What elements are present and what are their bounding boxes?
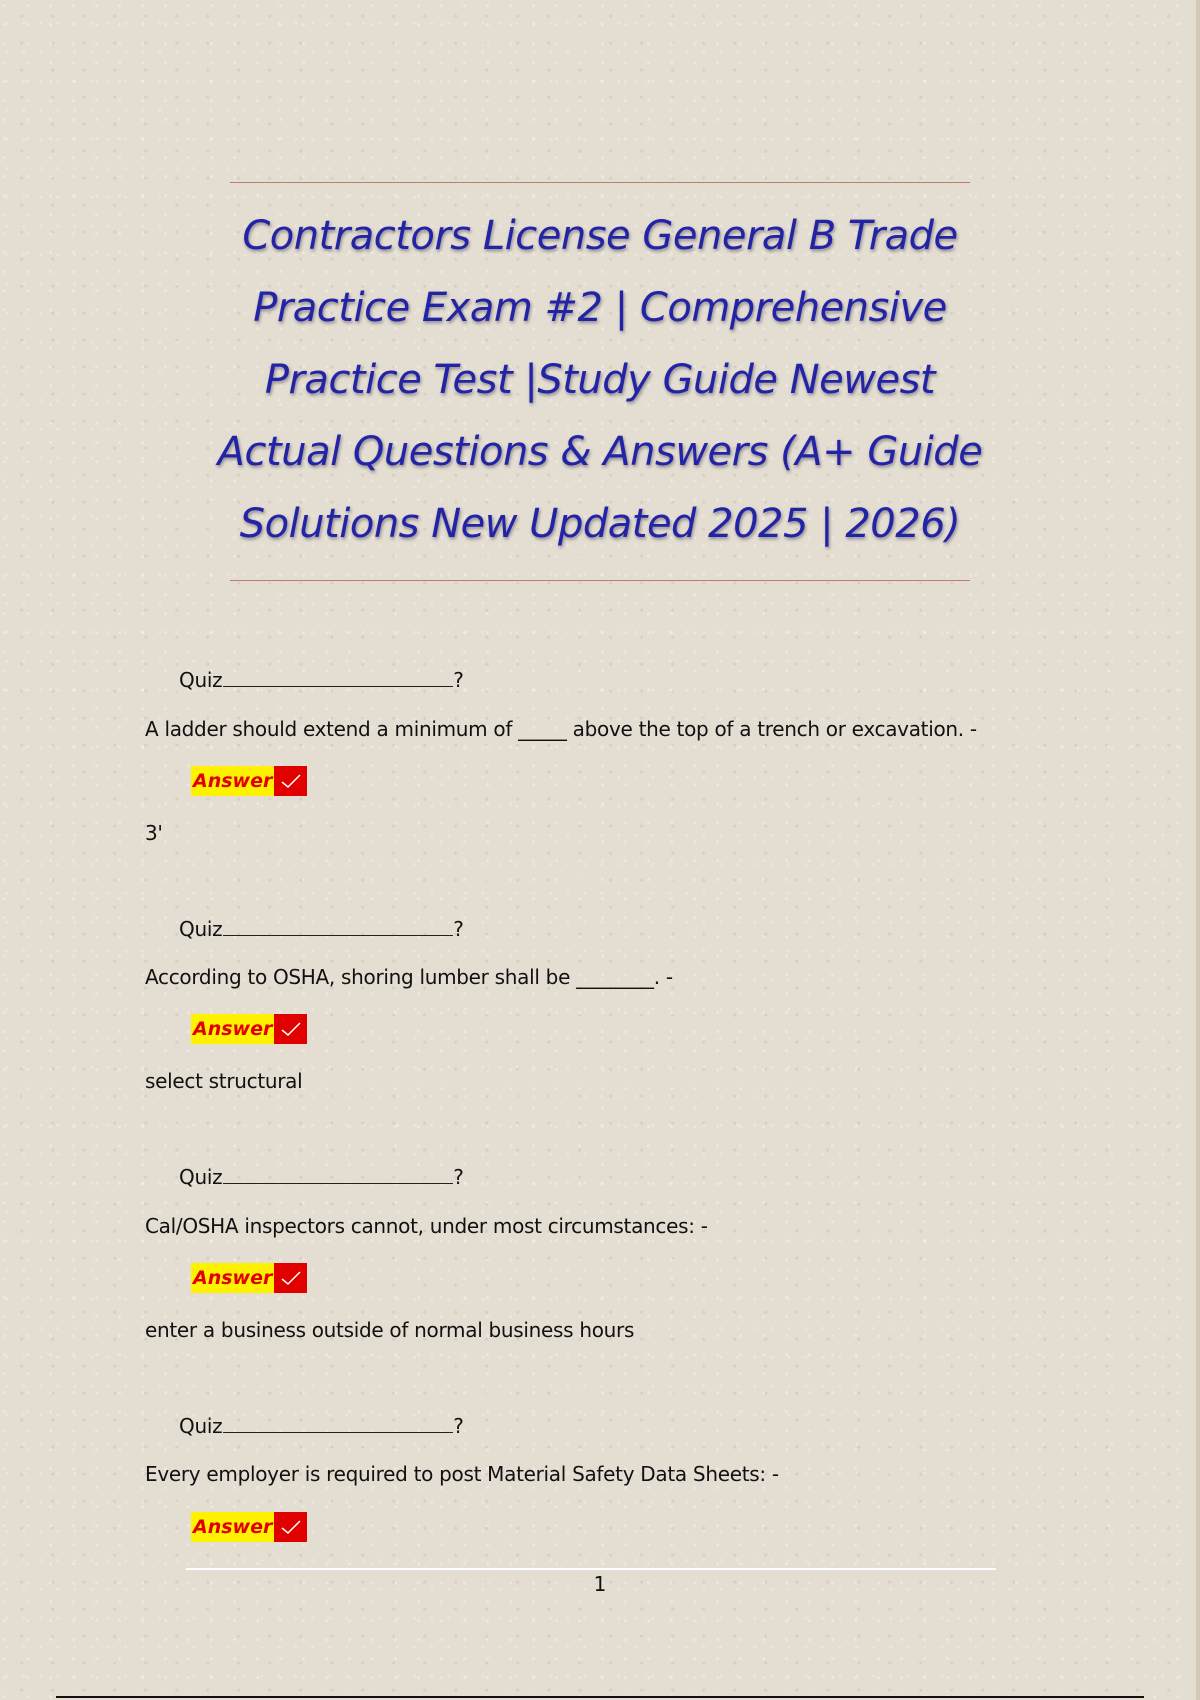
quiz-suffix: ? <box>453 1165 464 1189</box>
checkmark-icon <box>274 1263 307 1293</box>
answer-badge <box>191 766 307 796</box>
answer-text: select structural <box>145 1069 303 1093</box>
quiz-label <box>179 917 464 941</box>
page-edge <box>1196 0 1200 1700</box>
answer-label: Answer <box>193 1267 273 1289</box>
question-text: Cal/OSHA inspectors cannot, under most circumstances: - <box>145 1214 708 1238</box>
bottom-rule <box>56 1696 1144 1698</box>
question-text: A ladder should extend a minimum of _____ above the top of a trench or excavation. - <box>145 717 977 741</box>
quiz-label <box>179 668 464 692</box>
checkmark-icon <box>274 1014 307 1044</box>
quiz-blank-line <box>223 1182 453 1184</box>
page-number: 1 <box>593 1572 607 1596</box>
document-title <box>200 200 1000 560</box>
answer-label: Answer <box>193 1018 273 1040</box>
quiz-suffix: ? <box>453 668 464 692</box>
quiz-blank-line <box>223 934 453 936</box>
answer-label: Answer <box>193 1516 273 1538</box>
title-line: Contractors License General B Trade <box>242 213 958 259</box>
quiz-label-text: Quiz <box>179 1414 223 1438</box>
quiz-blank-line <box>223 1431 453 1433</box>
quiz-label <box>179 1414 464 1438</box>
quiz-label <box>179 1165 464 1189</box>
footer-rule <box>186 1568 996 1570</box>
title-line: Actual Questions & Answers (A+ Guide <box>217 429 983 475</box>
answer-label: Answer <box>193 770 273 792</box>
answer-badge <box>191 1512 307 1542</box>
quiz-label-text: Quiz <box>179 1165 223 1189</box>
title-line: Solutions New Updated 2025 | 2026) <box>239 501 961 547</box>
checkmark-icon <box>274 766 307 796</box>
title-top-rule <box>230 182 970 183</box>
checkmark-icon <box>274 1512 307 1542</box>
question-text: According to OSHA, shoring lumber shall be ________. - <box>145 965 673 989</box>
answer-badge <box>191 1014 307 1044</box>
quiz-blank-line <box>223 685 453 687</box>
title-bottom-rule <box>230 580 970 581</box>
quiz-suffix: ? <box>453 1414 464 1438</box>
quiz-label-text: Quiz <box>179 917 223 941</box>
answer-text: enter a business outside of normal business hours <box>145 1318 635 1342</box>
quiz-suffix: ? <box>453 917 464 941</box>
quiz-label-text: Quiz <box>179 668 223 692</box>
title-line: Practice Test |Study Guide Newest <box>264 357 936 403</box>
title-line: Practice Exam #2 | Comprehensive <box>253 285 947 331</box>
answer-text: 3' <box>145 821 163 845</box>
answer-badge <box>191 1263 307 1293</box>
question-text: Every employer is required to post Material Safety Data Sheets: - <box>145 1462 779 1486</box>
